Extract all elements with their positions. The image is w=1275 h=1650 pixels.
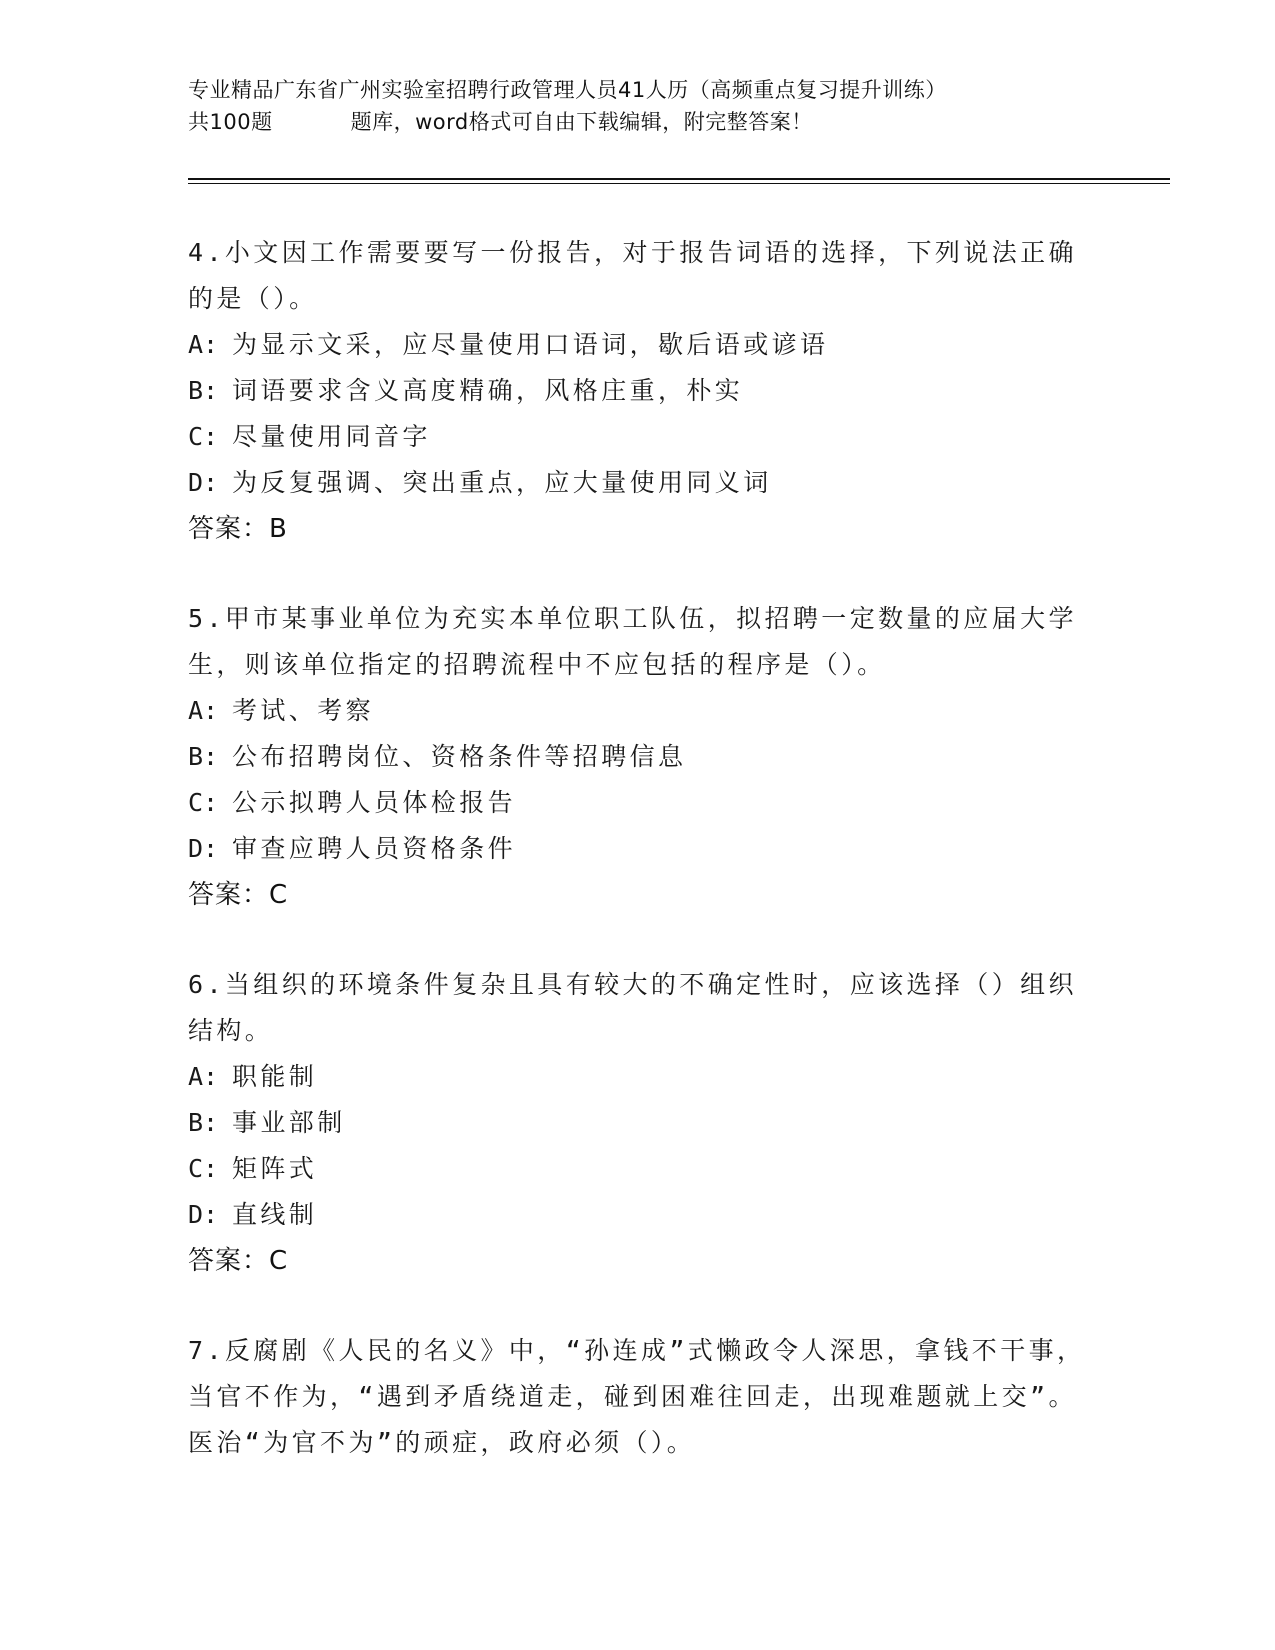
option-key: A: — [188, 696, 219, 725]
option-text: 词语要求含义高度精确，风格庄重，朴实 — [232, 376, 744, 405]
question-stem: 6.当组织的环境条件复杂且具有较大的不确定性时，应该选择（）组织结构。 — [188, 970, 1077, 1045]
question-list — [188, 230, 1088, 1510]
question-stem: 5.甲市某事业单位为充实本单位职工队伍，拟招聘一定数量的应届大学生，则该单位指定的招聘流程中不应包括的程序是（）。 — [188, 604, 1077, 679]
question-4 — [188, 230, 1088, 552]
option-key: B: — [188, 742, 219, 771]
option-c — [188, 780, 1088, 826]
header-description: 题库，word格式可自由下载编辑，附完整答案！ — [350, 110, 813, 134]
option-b — [188, 1100, 1088, 1146]
header-divider-thick — [188, 178, 1170, 180]
option-d — [188, 460, 1088, 506]
header-title-line2 — [188, 106, 1168, 138]
option-a — [188, 322, 1088, 368]
question-7 — [188, 1328, 1088, 1466]
answer-line: 答案：B — [188, 514, 288, 544]
question-5 — [188, 596, 1088, 918]
answer-line: 答案：C — [188, 1246, 289, 1276]
option-key: C: — [188, 1154, 219, 1183]
option-key: A: — [188, 330, 219, 359]
header-title-line1: 专业精品广东省广州实验室招聘行政管理人员41人历（高频重点复习提升训练） — [188, 78, 947, 102]
option-b — [188, 368, 1088, 414]
header-count: 共100题 — [188, 110, 273, 134]
option-text: 矩阵式 — [232, 1154, 318, 1183]
option-text: 事业部制 — [232, 1108, 346, 1137]
question-stem: 4.小文因工作需要要写一份报告，对于报告词语的选择，下列说法正确的是（）。 — [188, 238, 1077, 313]
option-b — [188, 734, 1088, 780]
option-c — [188, 1146, 1088, 1192]
option-key: B: — [188, 376, 219, 405]
option-key: B: — [188, 1108, 219, 1137]
option-text: 公示拟聘人员体检报告 — [232, 788, 517, 817]
document-header — [188, 74, 1168, 138]
answer-line: 答案：C — [188, 880, 289, 910]
option-text: 直线制 — [232, 1200, 318, 1229]
option-d — [188, 826, 1088, 872]
option-text: 公布招聘岗位、资格条件等招聘信息 — [232, 742, 687, 771]
option-text: 审查应聘人员资格条件 — [232, 834, 517, 863]
option-d — [188, 1192, 1088, 1238]
option-c — [188, 414, 1088, 460]
header-divider-thin — [188, 183, 1170, 184]
question-6 — [188, 962, 1088, 1284]
option-text: 为显示文采，应尽量使用口语词，歇后语或谚语 — [232, 330, 829, 359]
option-key: C: — [188, 788, 219, 817]
option-key: C: — [188, 422, 219, 451]
question-stem: 7.反腐剧《人民的名义》中，“孙连成”式懒政令人深思，拿钱不干事，当官不作为，“遇到矛盾绕道走，碰到困难往回走，出现难题就上交”。医治“为官不为”的顽症，政府必须（）。 — [188, 1336, 1086, 1457]
option-a — [188, 1054, 1088, 1100]
option-text: 为反复强调、突出重点，应大量使用同义词 — [232, 468, 772, 497]
option-key: D: — [188, 834, 219, 863]
option-text: 尽量使用同音字 — [232, 422, 431, 451]
option-text: 考试、考察 — [232, 696, 375, 725]
option-key: D: — [188, 1200, 219, 1229]
option-text: 职能制 — [232, 1062, 318, 1091]
option-key: A: — [188, 1062, 219, 1091]
option-key: D: — [188, 468, 219, 497]
option-a — [188, 688, 1088, 734]
